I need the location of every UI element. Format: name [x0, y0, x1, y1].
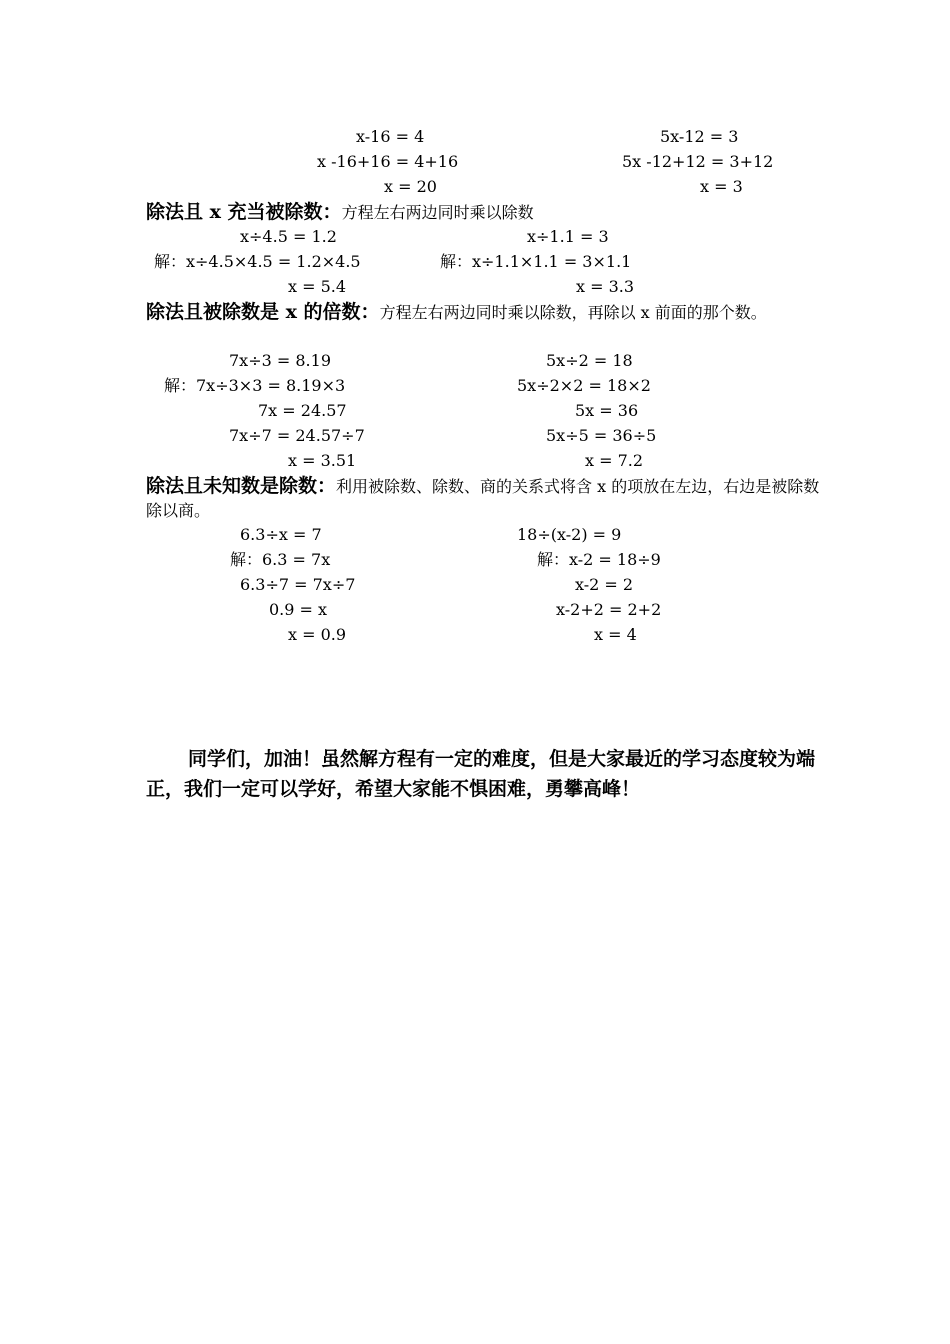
equation-line: 5x = 36 — [575, 401, 639, 420]
equation-line: x = 0.9 — [288, 625, 347, 644]
equation-line: x = 3 — [700, 177, 743, 196]
equation-line: 解：x-2 = 18÷9 — [537, 550, 661, 569]
equation-line: x-2+2 = 2+2 — [556, 600, 662, 619]
equation-line: 5x-12 = 3 — [660, 127, 739, 146]
section-description: 方程左右两边同时乘以除数，再除以 x 前面的那个数。 — [379, 303, 767, 322]
equation-line: x-16 = 4 — [356, 127, 425, 146]
section-heading — [146, 200, 826, 225]
equation-line: 18÷(x-2) = 9 — [517, 525, 622, 544]
equation-line: 解：x÷4.5×4.5 = 1.2×4.5 — [154, 252, 361, 271]
section-heading — [146, 300, 826, 325]
equation-line: 解：x÷1.1×1.1 = 3×1.1 — [440, 252, 632, 271]
equation-line: x-2 = 2 — [575, 575, 634, 594]
equation-line: 7x = 24.57 — [258, 401, 347, 420]
section-description: 利用被除数、除数、商的关系式将含 x 的项放在左边，右边是被除数除以商。 — [146, 477, 820, 520]
equation-line: 解：6.3 = 7x — [230, 550, 331, 569]
equation-line: x -16+16 = 4+16 — [317, 152, 459, 171]
equation-line: 6.3÷7 = 7x÷7 — [240, 575, 356, 594]
equation-line: 解：7x÷3×3 = 8.19×3 — [164, 376, 346, 395]
equation-line: x = 7.2 — [585, 451, 644, 470]
equation-line: 5x÷5 = 36÷5 — [546, 426, 657, 445]
section-title: 除法且未知数是除数： — [146, 475, 337, 497]
equation-line: x = 3.3 — [576, 277, 635, 296]
equation-line: x = 3.51 — [288, 451, 357, 470]
equation-line: x÷4.5 = 1.2 — [240, 227, 337, 246]
equation-line: 5x÷2 = 18 — [546, 351, 633, 370]
section-description: 方程左右两边同时乘以除数 — [341, 203, 534, 222]
equation-line: 7x÷3 = 8.19 — [229, 351, 331, 370]
encouragement-paragraph: 同学们，加油！虽然解方程有一定的难度，但是大家最近的学习态度较为端正，我们一定可以学好，希望大家能不惧困难，勇攀高峰！ — [146, 748, 816, 800]
equation-line: 5x -12+12 = 3+12 — [622, 152, 774, 171]
equation-line: 5x÷2×2 = 18×2 — [517, 376, 651, 395]
equation-line: 0.9 = x — [269, 600, 328, 619]
section-title: 除法且 x 充当被除数： — [146, 201, 342, 223]
equation-line: 6.3÷x = 7 — [240, 525, 322, 544]
equation-line: 7x÷7 = 24.57÷7 — [229, 426, 365, 445]
equation-line: x = 20 — [384, 177, 437, 196]
equation-line: x = 4 — [594, 625, 637, 644]
equation-line: x÷1.1 = 3 — [527, 227, 609, 246]
section-title: 除法且被除数是 x 的倍数： — [146, 301, 380, 323]
equation-line: x = 5.4 — [288, 277, 347, 296]
section-heading — [146, 474, 826, 523]
